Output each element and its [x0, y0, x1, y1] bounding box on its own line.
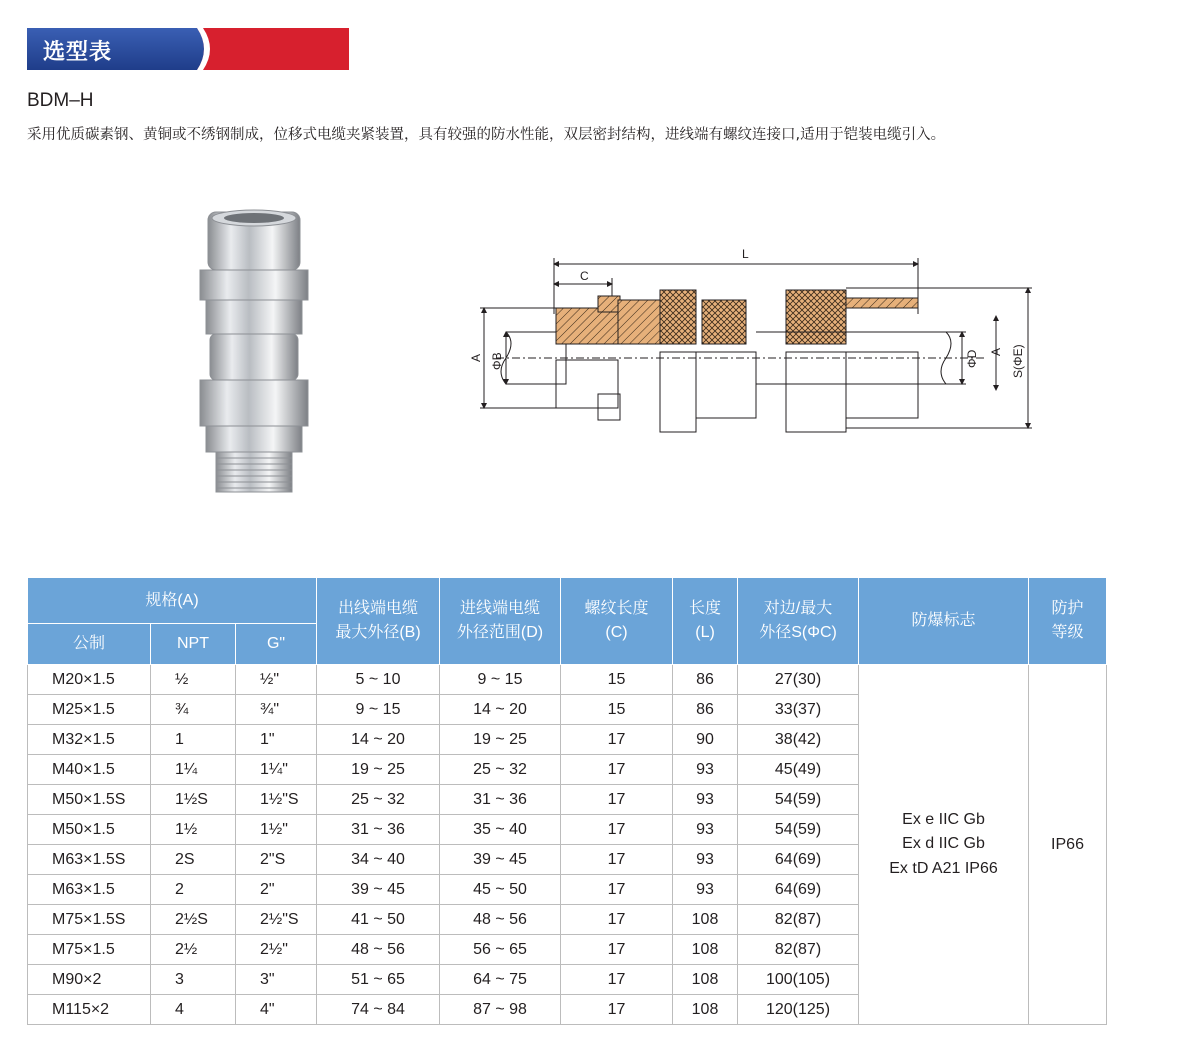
cell-thread: 17 [561, 815, 673, 845]
cell-across: 64(69) [738, 875, 859, 905]
cell-across: 54(59) [738, 785, 859, 815]
cell-g: 1½"S [236, 785, 317, 815]
header-npt: NPT [151, 624, 236, 665]
header-outlet: 出线端电缆 最大外径(B) [317, 578, 440, 665]
cell-across: 45(49) [738, 755, 859, 785]
dimension-drawing [466, 244, 1046, 436]
header-g: G" [236, 624, 317, 665]
cell-outlet: 14 ~ 20 [317, 725, 440, 755]
cell-thread: 15 [561, 695, 673, 725]
cell-inlet: 64 ~ 75 [440, 965, 561, 995]
cell-outlet: 41 ~ 50 [317, 905, 440, 935]
label-S: S(ΦE) [1011, 344, 1025, 378]
cell-g: 3" [236, 965, 317, 995]
label-A-right: A [989, 347, 1003, 356]
header-inlet: 进线端电缆 外径范围(D) [440, 578, 561, 665]
header-protection: 防护 等级 [1029, 578, 1107, 665]
cell-length: 93 [673, 875, 738, 905]
header-thread: 螺纹长度 (C) [561, 578, 673, 665]
cell-thread: 17 [561, 725, 673, 755]
ex-mark: Ex tD A21 IP66 [889, 859, 998, 877]
cell-inlet: 45 ~ 50 [440, 875, 561, 905]
cell-g: 2"S [236, 845, 317, 875]
section-banner [27, 28, 349, 70]
ex-mark: Ex d IIC Gb [902, 835, 985, 853]
cell-inlet: 31 ~ 36 [440, 785, 561, 815]
cell-length: 108 [673, 905, 738, 935]
cell-inlet: 48 ~ 56 [440, 905, 561, 935]
label-B: ΦB [490, 352, 504, 370]
cell-metric: M25×1.5 [28, 695, 151, 725]
cell-across: 33(37) [738, 695, 859, 725]
product-description: 采用优质碳素钢、黄铜或不绣钢制成，位移式电缆夹紧装置，具有较强的防水性能，双层密封结构，进线端有螺纹连接口,适用于铠装电缆引入。 [27, 127, 946, 143]
header-length: 长度 (L) [673, 578, 738, 665]
cell-length: 86 [673, 695, 738, 725]
cell-outlet: 31 ~ 36 [317, 815, 440, 845]
header-exmark: 防爆标志 [859, 578, 1029, 665]
selection-table [27, 577, 1107, 1025]
cell-outlet: 9 ~ 15 [317, 695, 440, 725]
cell-inlet: 35 ~ 40 [440, 815, 561, 845]
cell-thread: 17 [561, 965, 673, 995]
cell-npt: 1½ [151, 815, 236, 845]
cell-across: 38(42) [738, 725, 859, 755]
cell-g: ½" [236, 665, 317, 695]
cell-metric: M32×1.5 [28, 725, 151, 755]
cell-ex-marks [859, 665, 1029, 1025]
cell-inlet: 87 ~ 98 [440, 995, 561, 1025]
cell-g: 1" [236, 725, 317, 755]
cell-across: 100(105) [738, 965, 859, 995]
label-D: ΦD [965, 349, 979, 368]
cell-npt: 1¼ [151, 755, 236, 785]
cell-length: 93 [673, 815, 738, 845]
cell-inlet: 56 ~ 65 [440, 935, 561, 965]
cell-npt: 2 [151, 875, 236, 905]
cell-g: ¾" [236, 695, 317, 725]
cell-npt: 3 [151, 965, 236, 995]
section-title: 选型表 [43, 40, 113, 65]
cell-outlet: 74 ~ 84 [317, 995, 440, 1025]
cell-across: 64(69) [738, 845, 859, 875]
cell-across: 120(125) [738, 995, 859, 1025]
cell-metric: M90×2 [28, 965, 151, 995]
cell-outlet: 39 ~ 45 [317, 875, 440, 905]
cell-length: 108 [673, 995, 738, 1025]
cell-length: 108 [673, 935, 738, 965]
product-photo [196, 208, 314, 494]
header-metric: 公制 [28, 624, 151, 665]
cell-thread: 17 [561, 755, 673, 785]
product-model: BDM–H [27, 90, 94, 111]
cell-npt: 2½ [151, 935, 236, 965]
cell-outlet: 25 ~ 32 [317, 785, 440, 815]
cell-npt: 1½S [151, 785, 236, 815]
label-A-left: A [469, 353, 483, 362]
cell-g: 2" [236, 875, 317, 905]
ex-mark: Ex e IIC Gb [902, 810, 985, 828]
cell-length: 108 [673, 965, 738, 995]
cell-thread: 15 [561, 665, 673, 695]
cell-thread: 17 [561, 785, 673, 815]
cell-across: 82(87) [738, 905, 859, 935]
cell-g: 1¼" [236, 755, 317, 785]
cell-across: 27(30) [738, 665, 859, 695]
cell-thread: 17 [561, 905, 673, 935]
cell-g: 4" [236, 995, 317, 1025]
cell-thread: 17 [561, 845, 673, 875]
cell-npt: 1 [151, 725, 236, 755]
table-row [28, 665, 1107, 695]
cell-metric: M63×1.5S [28, 845, 151, 875]
cell-inlet: 9 ~ 15 [440, 665, 561, 695]
cell-thread: 17 [561, 995, 673, 1025]
cell-length: 86 [673, 665, 738, 695]
cell-outlet: 5 ~ 10 [317, 665, 440, 695]
header-spec: 规格(A) [28, 578, 317, 624]
cell-metric: M75×1.5S [28, 905, 151, 935]
cell-across: 54(59) [738, 815, 859, 845]
cell-inlet: 19 ~ 25 [440, 725, 561, 755]
cell-protection: IP66 [1029, 665, 1107, 1025]
cell-metric: M75×1.5 [28, 935, 151, 965]
cell-g: 2½" [236, 935, 317, 965]
cell-metric: M50×1.5S [28, 785, 151, 815]
cell-inlet: 39 ~ 45 [440, 845, 561, 875]
cell-length: 90 [673, 725, 738, 755]
header-across: 对边/最大 外径S(ΦC) [738, 578, 859, 665]
cell-g: 1½" [236, 815, 317, 845]
cell-inlet: 25 ~ 32 [440, 755, 561, 785]
cell-inlet: 14 ~ 20 [440, 695, 561, 725]
cell-g: 2½"S [236, 905, 317, 935]
cell-length: 93 [673, 845, 738, 875]
cell-thread: 17 [561, 875, 673, 905]
cell-across: 82(87) [738, 935, 859, 965]
table-body [28, 665, 1107, 1025]
cell-metric: M40×1.5 [28, 755, 151, 785]
cell-npt: ¾ [151, 695, 236, 725]
cell-npt: 2½S [151, 905, 236, 935]
cell-metric: M50×1.5 [28, 815, 151, 845]
cell-npt: ½ [151, 665, 236, 695]
cell-npt: 4 [151, 995, 236, 1025]
label-L: L [742, 247, 749, 261]
cell-outlet: 48 ~ 56 [317, 935, 440, 965]
cell-metric: M20×1.5 [28, 665, 151, 695]
cell-metric: M63×1.5 [28, 875, 151, 905]
cell-outlet: 51 ~ 65 [317, 965, 440, 995]
cell-thread: 17 [561, 935, 673, 965]
cell-length: 93 [673, 755, 738, 785]
cell-length: 93 [673, 785, 738, 815]
cell-outlet: 19 ~ 25 [317, 755, 440, 785]
cell-outlet: 34 ~ 40 [317, 845, 440, 875]
label-C: C [580, 269, 589, 283]
cell-metric: M115×2 [28, 995, 151, 1025]
cell-npt: 2S [151, 845, 236, 875]
